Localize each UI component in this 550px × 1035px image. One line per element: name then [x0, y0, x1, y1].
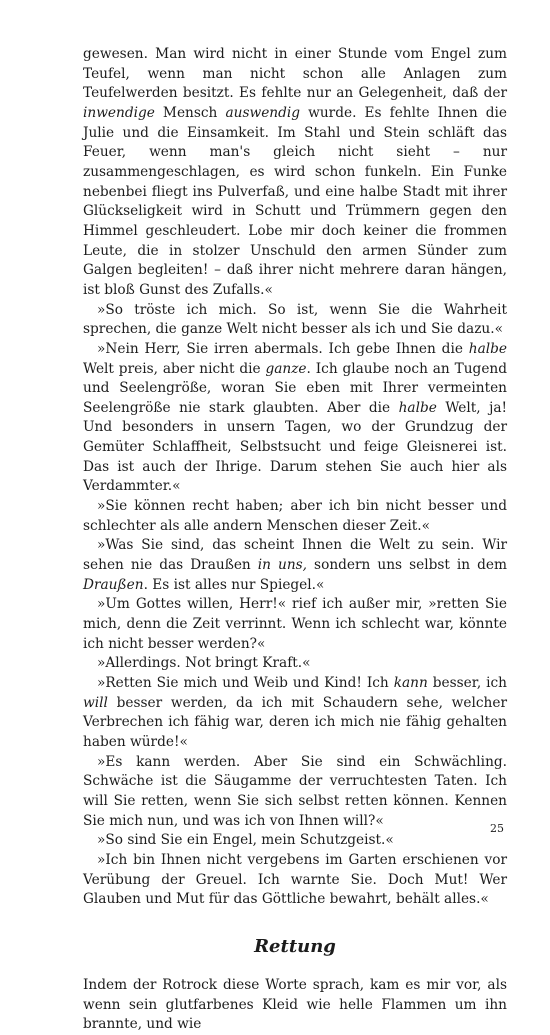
- page-number: 25: [490, 822, 504, 835]
- text-run: Mensch: [154, 104, 226, 121]
- emphasis-text: will: [83, 694, 108, 711]
- paragraph: [83, 595, 507, 654]
- emphasis-text: in uns,: [257, 557, 308, 574]
- text-block-after-heading: [83, 976, 507, 1035]
- paragraph: [83, 497, 507, 536]
- text-run: sondern uns selbst in dem: [307, 557, 507, 574]
- page-body: [83, 45, 507, 1035]
- emphasis-text: inwendige: [83, 104, 155, 121]
- section-heading: Rettung: [254, 935, 336, 957]
- paragraph: [83, 340, 507, 497]
- emphasis-text: auswendig: [225, 104, 301, 121]
- text-run: wurde. Es fehlte Ihnen die Julie und die Einsamkeit. Im Stahl und Stein schläft das Feuer, wenn man's gleich nicht sieht – nur zusammengeschlagen, es wird schon funkeln. Ein Funke nebenbei fliegt ins Pulverfaß, und eine halbe Stadt mit ihrer Glückseligkeit wird in Schutt und Trümmern gegen den Himmel geschleudert. Lobe mir doch keiner die frommen Leute, die in stolzer Unschuld den armen Sünder zum Galgen begleiten! – daß ihrer nicht mehrere daran hängen, ist bloß Gunst des Zufalls.«: [83, 104, 508, 298]
- text-run: Welt, ja! Und besonders in unsern Tagen, wo der Grundzug der Gemüter Schlaffheit, Selbstsucht und feige Gleisnerei ist. Das ist auch der Ihrige. Darum stehen Sie auch hier als Verdammter.«: [83, 399, 507, 495]
- text-run: »Es kann werden. Aber Sie sind ein Schwächling. Schwäche ist die Säugamme der verruchtesten Taten. Ich will Sie retten, wenn Sie sich selbst retten können. Kennen Sie mich nun, und was ich von Ihnen will?«: [83, 753, 507, 829]
- text-run: »Was Sie sind, das scheint Ihnen die Welt zu sein. Wir sehen nie das Draußen: [83, 537, 507, 574]
- text-run: »Allerdings. Not bringt Kraft.«: [97, 655, 311, 672]
- paragraph: [83, 753, 507, 832]
- text-run: besser werden, da ich mit Schaudern sehe, welcher Verbrechen ich fähig war, deren ich mich nie fähig gehalten haben würde!«: [83, 694, 507, 750]
- text-run: »Nein Herr, Sie irren abermals. Ich gebe Ihnen die: [97, 340, 469, 357]
- text-run: Welt preis, aber nicht die: [83, 360, 266, 377]
- text-run: . Es ist alles nur Spiegel.«: [143, 576, 325, 593]
- paragraph: [83, 851, 507, 910]
- text-run: »Sie können recht haben; aber ich bin nicht besser und schlechter als alle andern Menschen dieser Zeit.«: [83, 498, 507, 534]
- text-run: Indem der Rotrock diese Worte sprach, kam es mir vor, als wenn sein glutfarbenes Kleid wie helle Flammen um ihn brannte, und wie: [83, 976, 507, 1033]
- paragraph: [83, 536, 507, 595]
- text-run: . Ich glaube noch an Tugend und Seelengröße, woran Sie eben mit Ihrer vermeinten Seelengröße nie stark glaubten. Aber die: [83, 360, 508, 416]
- emphasis-text: halbe: [468, 340, 507, 357]
- text-run: besser, ich: [427, 675, 507, 691]
- paragraph: [83, 301, 507, 340]
- paragraph: [83, 831, 507, 851]
- text-run: gewesen. Man wird nicht in einer Stunde vom Engel zum Teufel, wenn man nicht schon alle Anlagen zum Teufelwerden besitzt. Es fehlte nur an Gelegenheit, daß der: [83, 46, 507, 102]
- paragraph: [83, 976, 507, 1035]
- text-run: »So sind Sie ein Engel, mein Schutzgeist.«: [97, 832, 394, 849]
- paragraph: [83, 654, 507, 674]
- paragraph: [83, 45, 507, 301]
- text-run: »Retten Sie mich und Weib und Kind! Ich: [97, 675, 394, 691]
- paragraph: [83, 674, 507, 753]
- text-run: »Um Gottes willen, Herr!« rief ich außer mir, »retten Sie mich, denn die Zeit verrinnt. Wenn ich schlecht war, könnte ich nicht besser werden?«: [83, 596, 507, 652]
- emphasis-text: ganze: [265, 360, 307, 377]
- text-run: »So tröste ich mich. So ist, wenn Sie die Wahrheit sprechen, die ganze Welt nicht besser als ich und Sie dazu.«: [83, 301, 507, 338]
- emphasis-text: kann: [393, 675, 428, 691]
- text-block: [83, 45, 507, 910]
- emphasis-text: Draußen: [83, 576, 144, 593]
- text-run: »Ich bin Ihnen nicht vergebens im Garten erschienen vor Verübung der Greuel. Ich warnte Sie. Doch Mut! Wer Glauben und Mut für das Göttliche bewahrt, behält alles.«: [83, 851, 507, 908]
- emphasis-text: halbe: [398, 399, 437, 416]
